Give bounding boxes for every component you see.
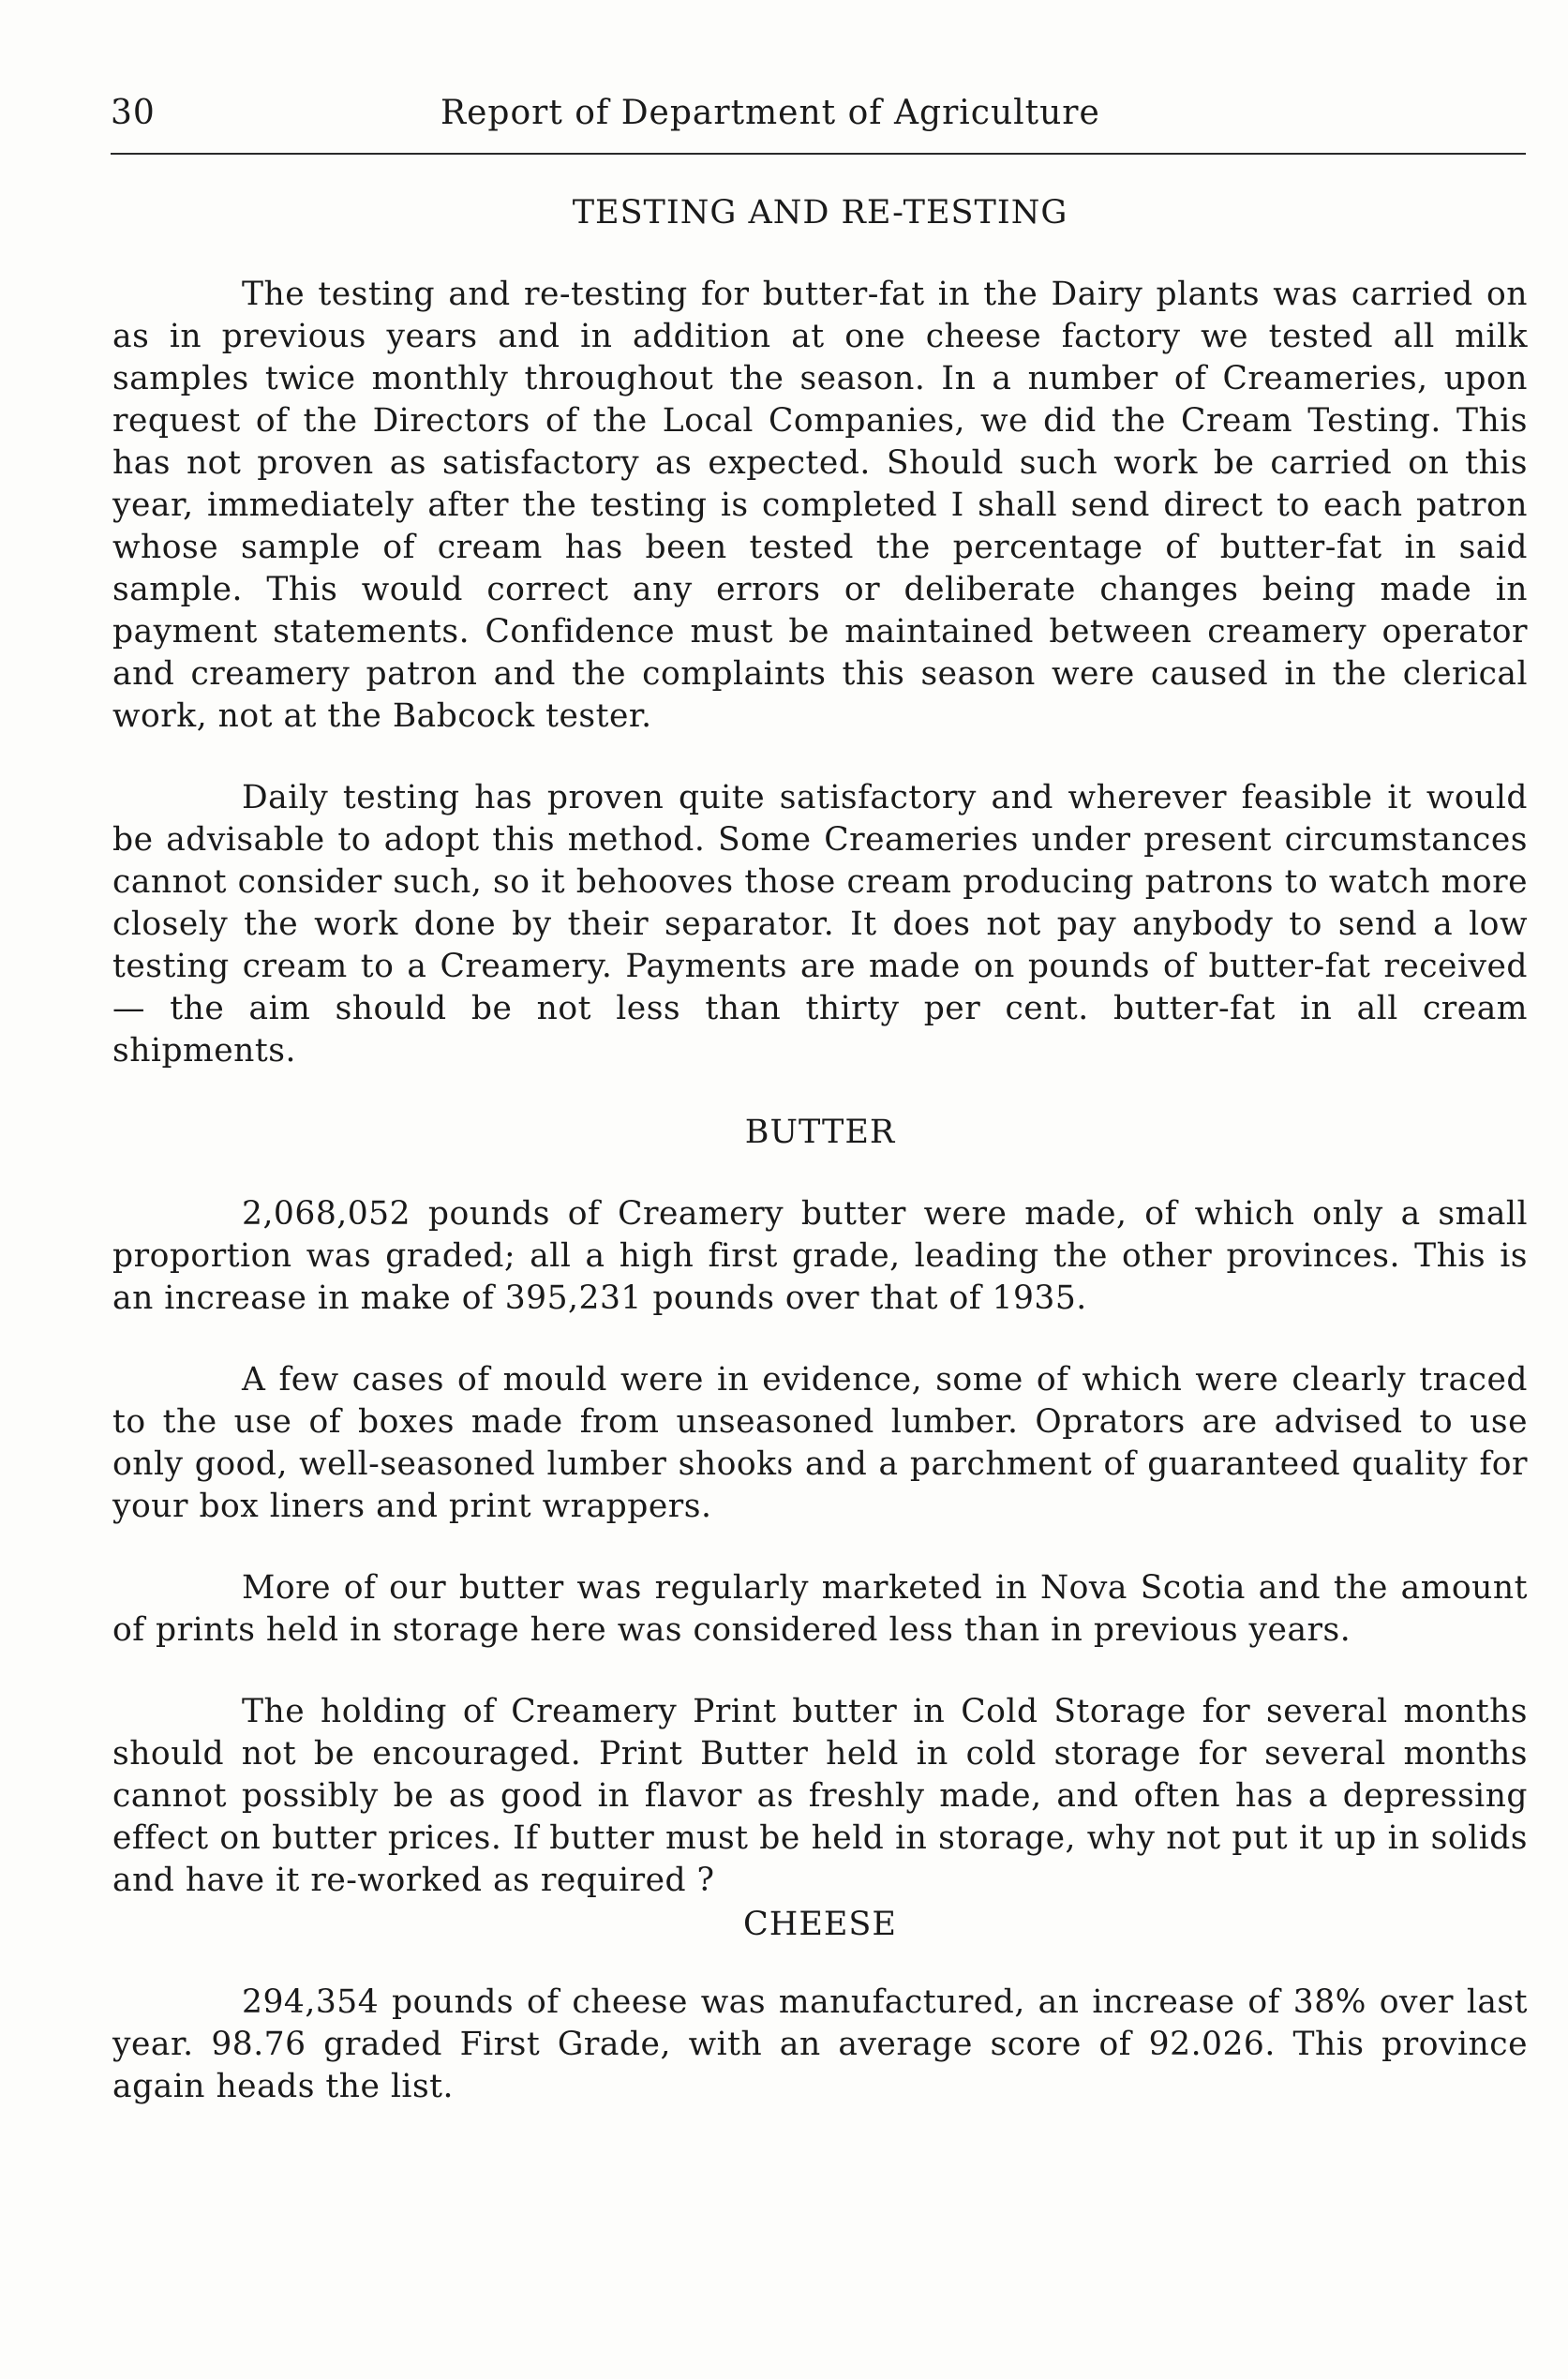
paragraph-butter-1: 2,068,052 pounds of Creamery butter were made, of which only a small proportion was graded; all a high first grade, leading the other provinces. This is an increase in make of 395,231 pounds over that of 1935. (112, 1195, 1528, 1317)
section-heading-cheese: CHEESE (743, 1906, 897, 1943)
page-body (112, 192, 1528, 2147)
paragraph-butter-4: The holding of Creamery Print butter in Cold Storage for several months should not be encouraged. Print Butter held in cold storage for several months cannot possibly be as good in flavor as freshly made, and often has a depressing effect on butter prices. If butter must be held in storage, why not put it up in solids and have it re-worked as required ? (112, 1693, 1528, 1899)
section-heading-butter: BUTTER (744, 1114, 896, 1151)
paragraph-butter-3: More of our butter was regularly marketed in Nova Scotia and the amount of prints held in storage here was considered less than in previous years. (112, 1569, 1528, 1649)
page-header (111, 94, 1526, 146)
section-heading-testing: TESTING AND RE-TESTING (572, 194, 1068, 232)
paragraph-testing-1: The testing and re-testing for butter-fat in the Dairy plants was carried on as in previous years and in addition at one cheese factory we tested all milk samples twice monthly throughout the season. In a number of Creameries, upon request of the Directors of the Local Companies, we did the Cream Testing. This has not proven as satisfactory as expected. Should such work be carried on this year, immediately after the testing is completed I shall send direct to each patron whose sample of cream has been tested the percentage of butter-fat in said sample. This would correct any errors or deliberate changes being made in payment statements. Confidence must be maintained between creamery operator and creamery patron and the complaints this season were caused in the clerical work, not at the Babcock tester. (112, 276, 1528, 735)
running-title: Report of Department of Agriculture (441, 94, 1100, 132)
paragraph-cheese-1: 294,354 pounds of cheese was manufactured, an increase of 38% over last year. 98.76 graded First Grade, with an average score of 92.026. This province again heads the list. (112, 1983, 1528, 2105)
paragraph-butter-2: A few cases of mould were in evidence, some of which were clearly traced to the use of boxes made from unseasoned lumber. Oprators are advised to use only good, well-seasoned lumber shooks and a parchment of guaranteed quality for your box liners and print wrappers. (112, 1361, 1528, 1525)
header-rule (111, 153, 1526, 155)
page-number: 30 (111, 94, 156, 132)
paragraph-testing-2: Daily testing has proven quite satisfactory and wherever feasible it would be advisable to adopt this method. Some Creameries under present circumstances cannot consider such, so it behooves those cream producing patrons to watch more closely the work done by their separator. It does not pay anybody to send a low testing cream to a Creamery. Payments are made on pounds of butter-fat received — the aim should be not less than thirty per cent. butter-fat in all cream shipments. (112, 779, 1528, 1070)
